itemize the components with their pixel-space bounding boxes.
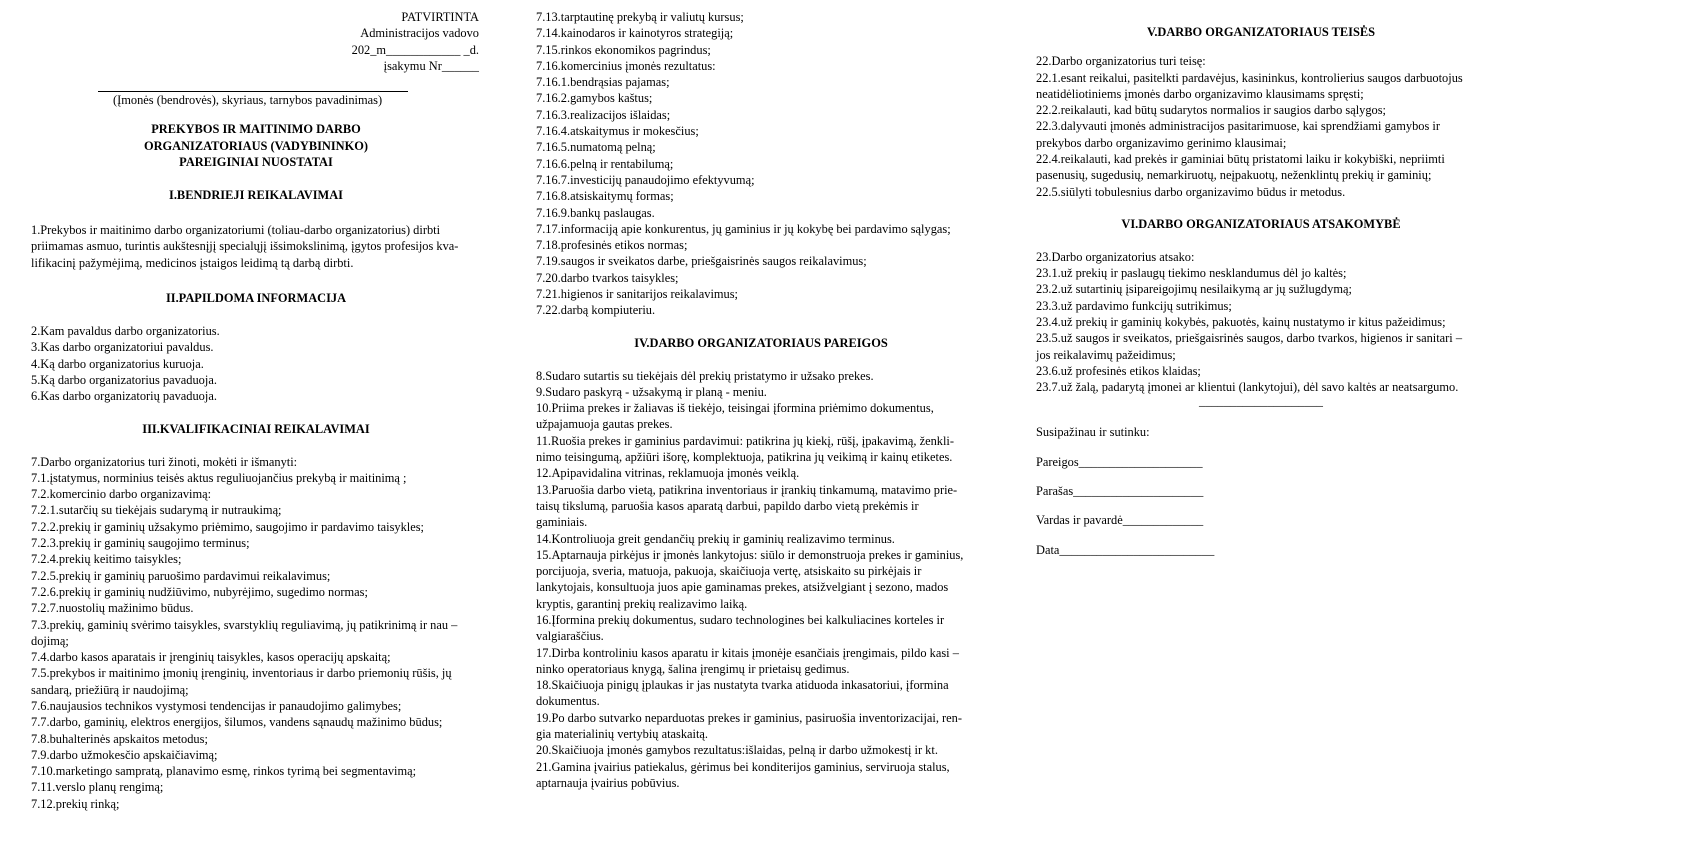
list-item: 5.Ką darbo organizatorius pavaduoja. <box>31 373 217 388</box>
list-item: 23.3.už pardavimo funkcijų sutrikimus; <box>1036 298 1232 313</box>
list-item: 7.5.prekybos ir maitinimo įmonių įrenginių, inventoriaus ir darbo priemonių rūšis, jų <box>31 666 452 681</box>
signature-field-date: Data_________________________ <box>1036 542 1215 557</box>
section-heading: I.BENDRIEJI REIKALAVIMAI <box>169 187 343 202</box>
doc-title: PAREIGINIAI NUOSTATAI <box>179 155 333 170</box>
list-item: 22.5.siūlyti tobulesnius darbo organizavimo būdus ir metodus. <box>1036 184 1346 199</box>
approval-line: PATVIRTINTA <box>401 10 479 24</box>
approval-block <box>31 9 479 74</box>
list-item: 7.22.darbą kompiuteriu. <box>536 303 656 318</box>
list-item: 7.16.komercinius įmonės rezultatus: <box>536 58 716 73</box>
list-item: 7.16.2.gamybos kaštus; <box>536 91 653 106</box>
list-item: 7.16.1.bendrąsias pajamas; <box>536 75 670 90</box>
list-item: 21.Gamina įvairius patiekalus, gėrimus bei konditerijos gaminius, serviruoja stalus, <box>536 759 950 774</box>
list-item: 7.2.3.prekių ir gaminių saugojimo terminus; <box>31 536 250 551</box>
list-item: 7.2.komercinio darbo organizavimą: <box>31 487 212 502</box>
text-line: lifikacinį pažymėjimą, medicinos įstaigos leidimą tą darbą dirbti. <box>31 255 354 270</box>
list-item: 7.2.4.prekių keitimo taisykles; <box>31 552 182 567</box>
list-item: 23.Darbo organizatorius atsako: <box>1036 249 1195 264</box>
list-item: 23.7.už žalą, padarytą įmonei ar klientui (lankytojui), dėl savo kaltės ar neatsargumo. <box>1036 380 1459 395</box>
responsibility-list <box>1036 249 1486 396</box>
list-continuation <box>536 9 986 319</box>
rights-list <box>1036 53 1486 200</box>
list-item: 22.2.reikalauti, kad būtų sudarytos normalios ir saugios darbo sąlygos; <box>1036 103 1386 118</box>
list-item: 7.2.7.nuostolių mažinimo būdus. <box>31 601 194 616</box>
list-item: 7.3.prekių, gaminių svėrimo taisykles, svarstyklių reguliavimą, jų patikrinimą ir nau – <box>31 617 458 632</box>
approval-line: Administracijos vadovo <box>360 26 479 41</box>
list-item: 7.13.tarptautinę prekybą ir valiutų kursus; <box>536 10 744 24</box>
approval-line: 202_m____________ _d. <box>351 42 479 57</box>
list-item: sandarą, priežiūrą ir naudojimą; <box>31 682 189 697</box>
list-item: neatidėliotiniems įmonės darbo organizavimo klausimams spręsti; <box>1036 86 1364 101</box>
section-heading: IV.DARBO ORGANIZATORIAUS PAREIGOS <box>634 335 888 350</box>
list-item: gaminiais. <box>536 515 588 530</box>
list-item: 7.15.rinkos ekonomikos pagrindus; <box>536 42 711 57</box>
signature-field-name: Vardas ir pavardė_____________ <box>1036 513 1204 528</box>
section-heading: III.KVALIFIKACINIAI REIKALAVIMAI <box>142 421 370 436</box>
list-item: 7.Darbo organizatorius turi žinoti, mokėti ir išmanyti: <box>31 454 298 469</box>
column-right <box>1036 0 1486 558</box>
list-3 <box>31 454 481 813</box>
list-item: 4.Ką darbo organizatorius kuruoja. <box>31 356 204 371</box>
list-item: 7.10.marketingo sampratą, planavimo esmę, rinkos tyrimą bei segmentavimą; <box>31 764 417 779</box>
paragraph-1 <box>31 222 481 271</box>
list-item: 22.4.reikalauti, kad prekės ir gaminiai būtų pristatomi laiku ir kokybiški, nepriimti <box>1036 152 1445 167</box>
list-item: pasenusių, sugedusių, nemarkiruotų, neįpakuotų, neženklintų prekių ir gaminių; <box>1036 168 1432 183</box>
list-item: 23.4.už prekių ir gaminių kokybės, pakuotės, kainų nustatymo ir kitus pažeidimus; <box>1036 315 1446 330</box>
list-item: 7.16.9.bankų paslaugas. <box>536 205 655 220</box>
list-item: 15.Aptarnauja pirkėjus ir įmonės lankytojus: siūlo ir demonstruoja prekes ir gaminius, <box>536 547 964 562</box>
list-item: 2.Kam pavaldus darbo organizatorius. <box>31 324 220 339</box>
list-item: 7.7.darbo, gaminių, elektros energijos, šilumos, vandens sąnaudų mažinimo būdus; <box>31 715 443 730</box>
list-item: 7.16.4.atskaitymus ir mokesčius; <box>536 124 699 139</box>
column-left <box>31 0 481 812</box>
section-heading: VI.DARBO ORGANIZATORIAUS ATSAKOMYBĖ <box>1121 217 1401 232</box>
list-item: 23.5.už saugos ir sveikatos, priešgaisrinės saugos, darbo tvarkos, higienos ir sanitari – <box>1036 331 1463 346</box>
list-item: 7.2.5.prekių ir gaminių paruošimo pardavimui reikalavimus; <box>31 568 331 583</box>
list-item: 7.2.6.prekių ir gaminių nudžiūvimo, nubyrėjimo, sugedimo normas; <box>31 584 368 599</box>
list-item: 7.9.darbo užmokesčio apskaičiavimą; <box>31 747 218 762</box>
list-item: dokumentus. <box>536 694 600 709</box>
duties-list <box>536 368 986 792</box>
doc-title: PREKYBOS IR MAITINIMO DARBO <box>151 122 361 137</box>
text-line: 1.Prekybos ir maitinimo darbo organizatoriumi (toliau-darbo organizatorius) dirbti <box>31 222 441 237</box>
signature-field-position: Pareigos____________________ <box>1036 454 1203 469</box>
list-item: 7.19.saugos ir sveikatos darbe, priešgaisrinės saugos reikalavimus; <box>536 254 867 269</box>
list-item: 7.18.profesinės etikos normas; <box>536 238 688 253</box>
list-item: aptarnauja įvairius pobūvius. <box>536 775 680 790</box>
list-item: 7.8.buhalterinės apskaitos metodus; <box>31 731 208 746</box>
list-item: 8.Sudaro sutartis su tiekėjais dėl prekių pristatymo ir užsako prekes. <box>536 368 874 383</box>
list-item: porcijuoja, sveria, matuoja, pakuoja, skaičiuoja vertę, atsiskaito su pirkėjais ir <box>536 564 922 579</box>
list-item: 23.6.už profesinės etikos klaidas; <box>1036 363 1201 378</box>
list-item: 17.Dirba kontroliniu kasos aparatu ir kitais įmonėje esančiais įrengimais, pildo kasi – <box>536 645 959 660</box>
list-item: 7.17.informaciją apie konkurentus, jų gaminius ir jų kokybę bei pardavimo sąlygas; <box>536 221 951 236</box>
list-item: lankytojais, konsultuoja juos apie gaminamas prekes, atsižvelgiant į sezono, mados <box>536 580 949 595</box>
list-item: 23.2.už sutartinių įsipareigojimų nesilaikymą ar jų sužlugdymą; <box>1036 282 1352 297</box>
list-item: nimo teisingumą, apžiūri išorę, komplektuoja, patikrina jų veikimą ir kainų etiketes. <box>536 450 953 465</box>
column-middle <box>536 0 986 791</box>
list-item: 22.Darbo organizatorius turi teisę: <box>1036 54 1206 69</box>
list-item: 7.2.2.prekių ir gaminių užsakymo priėmimo, saugojimo ir pardavimo taisykles; <box>31 519 424 534</box>
list-item: 11.Ruošia prekes ir gaminius pardavimui: patikrina jų kiekį, rūšį, įpakavimą, ženkli- <box>536 433 954 448</box>
list-item: 7.11.verslo planų rengimą; <box>31 780 164 795</box>
list-item: 13.Paruošia darbo vietą, patikrina inventoriaus ir įrankių tinkamumą, matavimo prie- <box>536 482 958 497</box>
list-item: 7.16.7.investicijų panaudojimo efektyvumą; <box>536 172 755 187</box>
list-item: 10.Priima prekes ir žaliavas iš tiekėjo, teisingai įformina priėmimo dokumentus, <box>536 401 934 416</box>
list-item: 7.14.kainodaros ir kainotyros strategiją; <box>536 26 734 41</box>
signature-field-signature: Parašas_____________________ <box>1036 484 1204 499</box>
list-item: dojimą; <box>31 633 69 648</box>
list-item: 6.Kas darbo organizatorių pavaduoja. <box>31 389 217 404</box>
list-item: 22.1.esant reikalui, pasitelkti pardavėjus, kasininkus, kontrolierius saugos darbuotojus <box>1036 70 1463 85</box>
list-item: 18.Skaičiuoja pinigų įplaukas ir jas nustatyta tvarka atiduoda inkasatoriui, įformina <box>536 678 949 693</box>
list-item: 3.Kas darbo organizatoriui pavaldus. <box>31 340 214 355</box>
org-caption: (Įmonės (bendrovės), skyriaus, tarnybos pavadinimas) <box>113 93 383 108</box>
doc-title: ORGANIZATORIAUS (VADYBININKO) <box>143 138 369 153</box>
list-item: 19.Po darbo sutvarko neparduotas prekes ir gaminius, pasiruošia inventorizacijai, ren- <box>536 710 962 725</box>
list-item: 7.16.8.atsiskaitymų formas; <box>536 189 674 204</box>
list-item: 20.Skaičiuoja įmonės gamybos rezultatus:išlaidas, pelną ir darbo užmokestį ir kt. <box>536 743 938 758</box>
list-item: 7.16.6.pelną ir rentabilumą; <box>536 156 674 171</box>
section-heading: II.PAPILDOMA INFORMACIJA <box>165 290 347 305</box>
section-separator: ____________________ <box>1199 393 1323 408</box>
list-item: 7.2.1.sutarčių su tiekėjais sudarymą ir nutraukimą; <box>31 503 282 518</box>
list-item: 7.1.įstatymus, norminius teisės aktus reguliuojančius prekybą ir maitinimą ; <box>31 470 407 485</box>
list-item: 7.16.5.numatomą pelną; <box>536 140 656 155</box>
list-item: 7.4.darbo kasos aparatais ir įrenginių taisykles, kasos operacijų apskaitą; <box>31 650 391 665</box>
list-item: taisų tikslumą, paruošia kasos aparatą darbui, papildo darbo vietą prekėmis ir <box>536 498 919 513</box>
list-item: 22.3.dalyvauti įmonės administracijos pasitarimuose, kai sprendžiami gamybos ir <box>1036 119 1440 134</box>
text-line: priimamas asmuo, turintis aukštesnįjį specialųjį išsimokslinimą, įgytos profesijos kva- <box>31 239 459 254</box>
list-item: 23.1.už prekių ir paslaugų tiekimo nesklandumus dėl jo kaltės; <box>1036 266 1347 281</box>
list-item: 7.21.higienos ir sanitarijos reikalavimus; <box>536 287 739 302</box>
list-item: 7.12.prekių rinką; <box>31 796 120 811</box>
list-item: valgiaraščius. <box>536 629 604 644</box>
list-item: 12.Apipavidalina vitrinas, reklamuoja įmonės veiklą. <box>536 466 800 481</box>
list-item: 14.Kontroliuoja greit gendančių prekių ir gaminių realizavimo terminus. <box>536 531 895 546</box>
approval-line: įsakymu Nr______ <box>383 58 479 73</box>
section-heading: V.DARBO ORGANIZATORIAUS TEISĖS <box>1146 25 1376 39</box>
list-item: 7.20.darbo tvarkos taisykles; <box>536 270 679 285</box>
list-2 <box>31 323 481 404</box>
list-item: 16.Įformina prekių dokumentus, sudaro technologines bei kalkuliacines korteles ir <box>536 612 945 627</box>
list-item: gia materialinių vertybių ataskaitą. <box>536 727 709 742</box>
list-item: ninko operatoriaus knygą, šalina įrengimų ir prietaisų gedimus. <box>536 661 850 676</box>
list-item: užpajamuoja gautas prekes. <box>536 417 673 432</box>
list-item: 7.16.3.realizacijos išlaidas; <box>536 107 671 122</box>
list-item: 9.Sudaro paskyrą - užsakymą ir planą - meniu. <box>536 384 767 399</box>
list-item: kryptis, garantinį prekių realizavimo laiką. <box>536 596 748 611</box>
list-item: prekybos darbo organizavimo gerinimo klausimai; <box>1036 135 1287 150</box>
list-item: jos reikalavimų pažeidimus; <box>1036 347 1176 362</box>
list-item: 7.6.naujausios technikos vystymosi tendencijas ir panaudojimo galimybes; <box>31 698 402 713</box>
acknowledgement-label: Susipažinau ir sutinku: <box>1036 424 1150 439</box>
